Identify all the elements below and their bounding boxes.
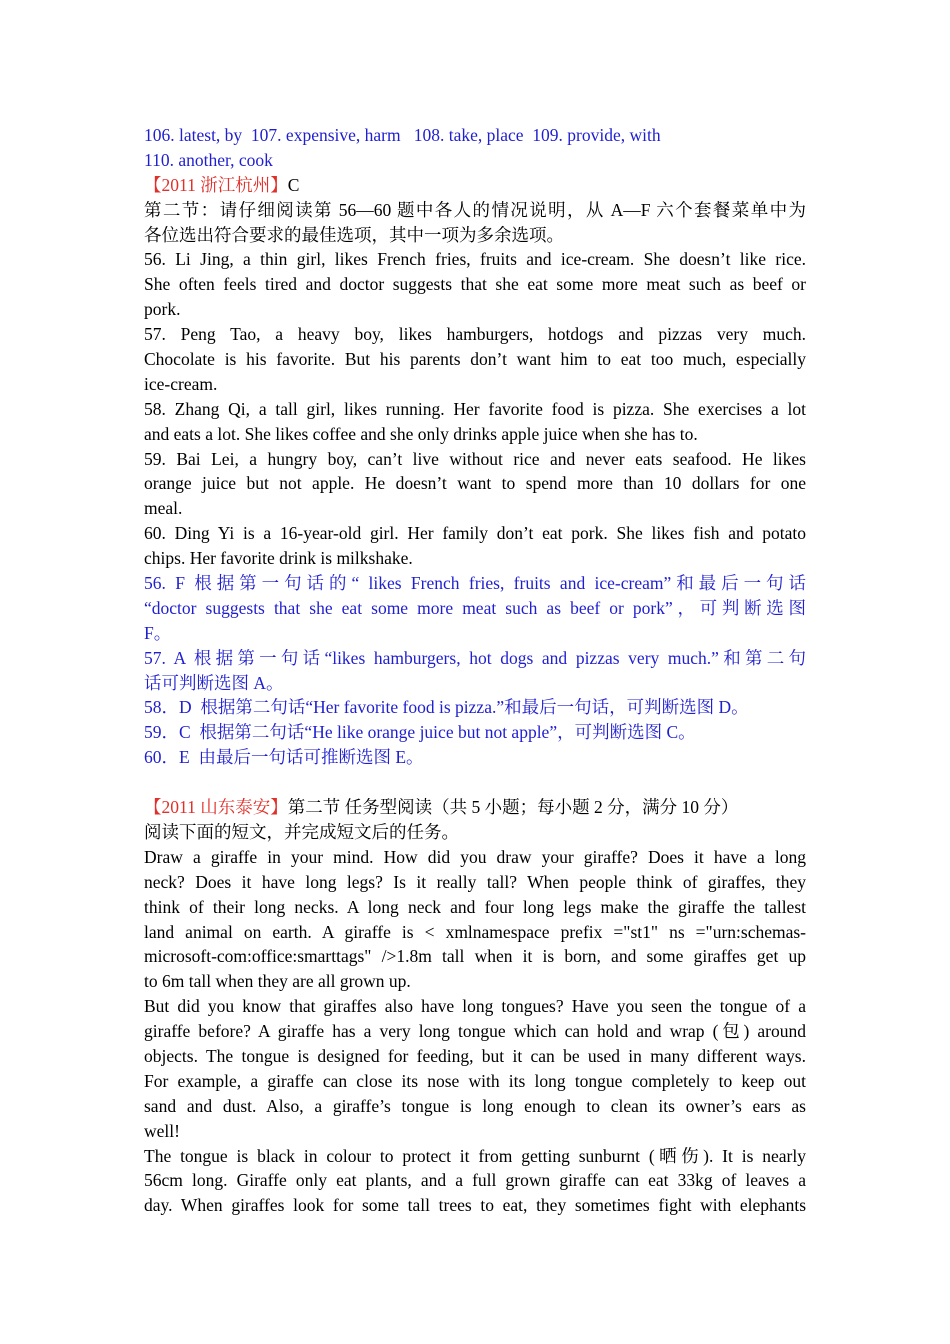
question-59-line: orange juice but not apple. He doesn’t want to spend more than 10 dollars for one: [144, 473, 806, 494]
passage-para3-line: The tongue is black in colour to protect it from getting sunburnt (晒伤). It is nearly: [144, 1145, 806, 1166]
question-56-line: She often feels tired and doctor suggests that she eat some more meat such as beef or: [144, 274, 806, 295]
passage-para1-line: to 6m tall when they are all grown up.: [144, 971, 411, 992]
question-58-line: and eats a lot. She likes coffee and she only drinks apple juice when she has to.: [144, 423, 698, 444]
passage-para1-line: Draw a giraffe in your mind. How did you draw your giraffe? Does it have a long: [144, 846, 806, 867]
passage-para2-line: giraffe before? A giraffe has a very long tongue which can hold and wrap (包) around: [144, 1021, 806, 1042]
question-57-line: 57. Peng Tao, a heavy boy, likes hamburgers, hotdogs and pizzas very much.: [144, 324, 806, 345]
explanation-line: 56. F 根据第一句话的“ likes French fries, fruits and ice-cream”和最后一句话: [144, 573, 806, 594]
explanation-line: 59．C 根据第二句话“He like orange juice but not apple”，可判断选图 C。: [144, 722, 696, 743]
question-58-line: 58. Zhang Qi, a tall girl, likes running. Her favorite food is pizza. She exercises a lot: [144, 398, 806, 419]
passage-para1-line: think of their long necks. A long neck and four long legs make the giraffe the tallest: [144, 896, 806, 917]
instruction-line: 各位选出符合要求的最佳选项，其中一项为多余选项。: [144, 224, 564, 245]
question-56-line: pork.: [144, 299, 181, 320]
passage-para3-line: 56cm long. Giraffe only eat plants, and a full grown giraffe can eat 33kg of leaves a: [144, 1170, 806, 1191]
explanation-line: F。: [144, 622, 172, 643]
answer-line-110: 110. another, cook: [144, 149, 273, 170]
section-hangzhou-answer: C: [287, 174, 300, 195]
section-taian-instruction: 阅读下面的短文，并完成短文后的任务。: [144, 821, 459, 842]
explanation-line: 57. A 根据第一句话“likes hamburgers, hot dogs and pizzas very much.”和第二句: [144, 647, 806, 668]
section-taian-header: [144, 795, 806, 820]
question-57-line: ice-cream.: [144, 373, 218, 394]
document-page: [144, 123, 806, 1218]
passage-para1-line: neck? Does it have long legs? Is it really tall? When people think of giraffes, they: [144, 871, 806, 892]
passage-para2-line: For example, a giraffe can close its nose with its long tongue completely to keep out: [144, 1070, 806, 1091]
source-tag-taian: 【2011 山东泰安】: [144, 797, 288, 818]
explanation-line: 话可判断选图 A。: [144, 672, 284, 693]
spacer: [144, 770, 806, 795]
section-hangzhou-header: [144, 173, 806, 198]
passage-para3-line: day. When giraffes look for some tall trees to eat, they sometimes fight with elephants: [144, 1195, 806, 1216]
passage-para2-line: well!: [144, 1120, 180, 1141]
passage-para2-line: objects. The tongue is designed for feeding, but it can be used in many different ways.: [144, 1045, 806, 1066]
instruction-line: 第二节：请仔细阅读第 56—60 题中各人的情况说明，从 A—F 六个套餐菜单中为: [144, 199, 806, 220]
source-tag-hangzhou: 【2011 浙江杭州】: [144, 174, 288, 195]
question-56-line: 56. Li Jing, a thin girl, likes French fries, fruits and ice-cream. She doesn’t like rice.: [144, 249, 806, 270]
passage-para2-line: sand and dust. Also, a giraffe’s tongue is long enough to clean its owner’s ears as: [144, 1095, 806, 1116]
question-59-line: meal.: [144, 498, 183, 519]
passage-para2-line: But did you know that giraffes also have long tongues? Have you seen the tongue of a: [144, 996, 806, 1017]
question-57-line: Chocolate is his favorite. But his parents don’t want him to eat too much, especially: [144, 349, 806, 370]
answer-line-106-109: 106. latest, by 107. expensive, harm 108. take, place 109. provide, with: [144, 125, 661, 145]
question-60-line: 60. Ding Yi is a 16-year-old girl. Her family don’t eat pork. She likes fish and potato: [144, 523, 806, 544]
passage-para1-line: land animal on earth. A giraffe is < xmlnamespace prefix ="st1" ns ="urn:schemas-: [144, 921, 806, 942]
explanation-line: “doctor suggests that she eat some more meat such as beef or pork”，可判断选图: [144, 597, 806, 618]
explanation-line: 58．D 根据第二句话“Her favorite food is pizza.”和最后一句话，可判断选图 D。: [144, 697, 749, 718]
section-taian-heading: 第二节 任务型阅读（共 5 小题；每小题 2 分，满分 10 分）: [287, 797, 739, 818]
passage-para1-line: microsoft-com:office:smarttags" />1.8m tall when it is born, and some giraffes get up: [144, 946, 806, 967]
question-60-line: chips. Her favorite drink is milkshake.: [144, 548, 413, 569]
question-59-line: 59. Bai Lei, a hungry boy, can’t live without rice and never eats seafood. He likes: [144, 448, 806, 469]
explanation-line: 60．E 由最后一句话可推断选图 E。: [144, 747, 424, 768]
